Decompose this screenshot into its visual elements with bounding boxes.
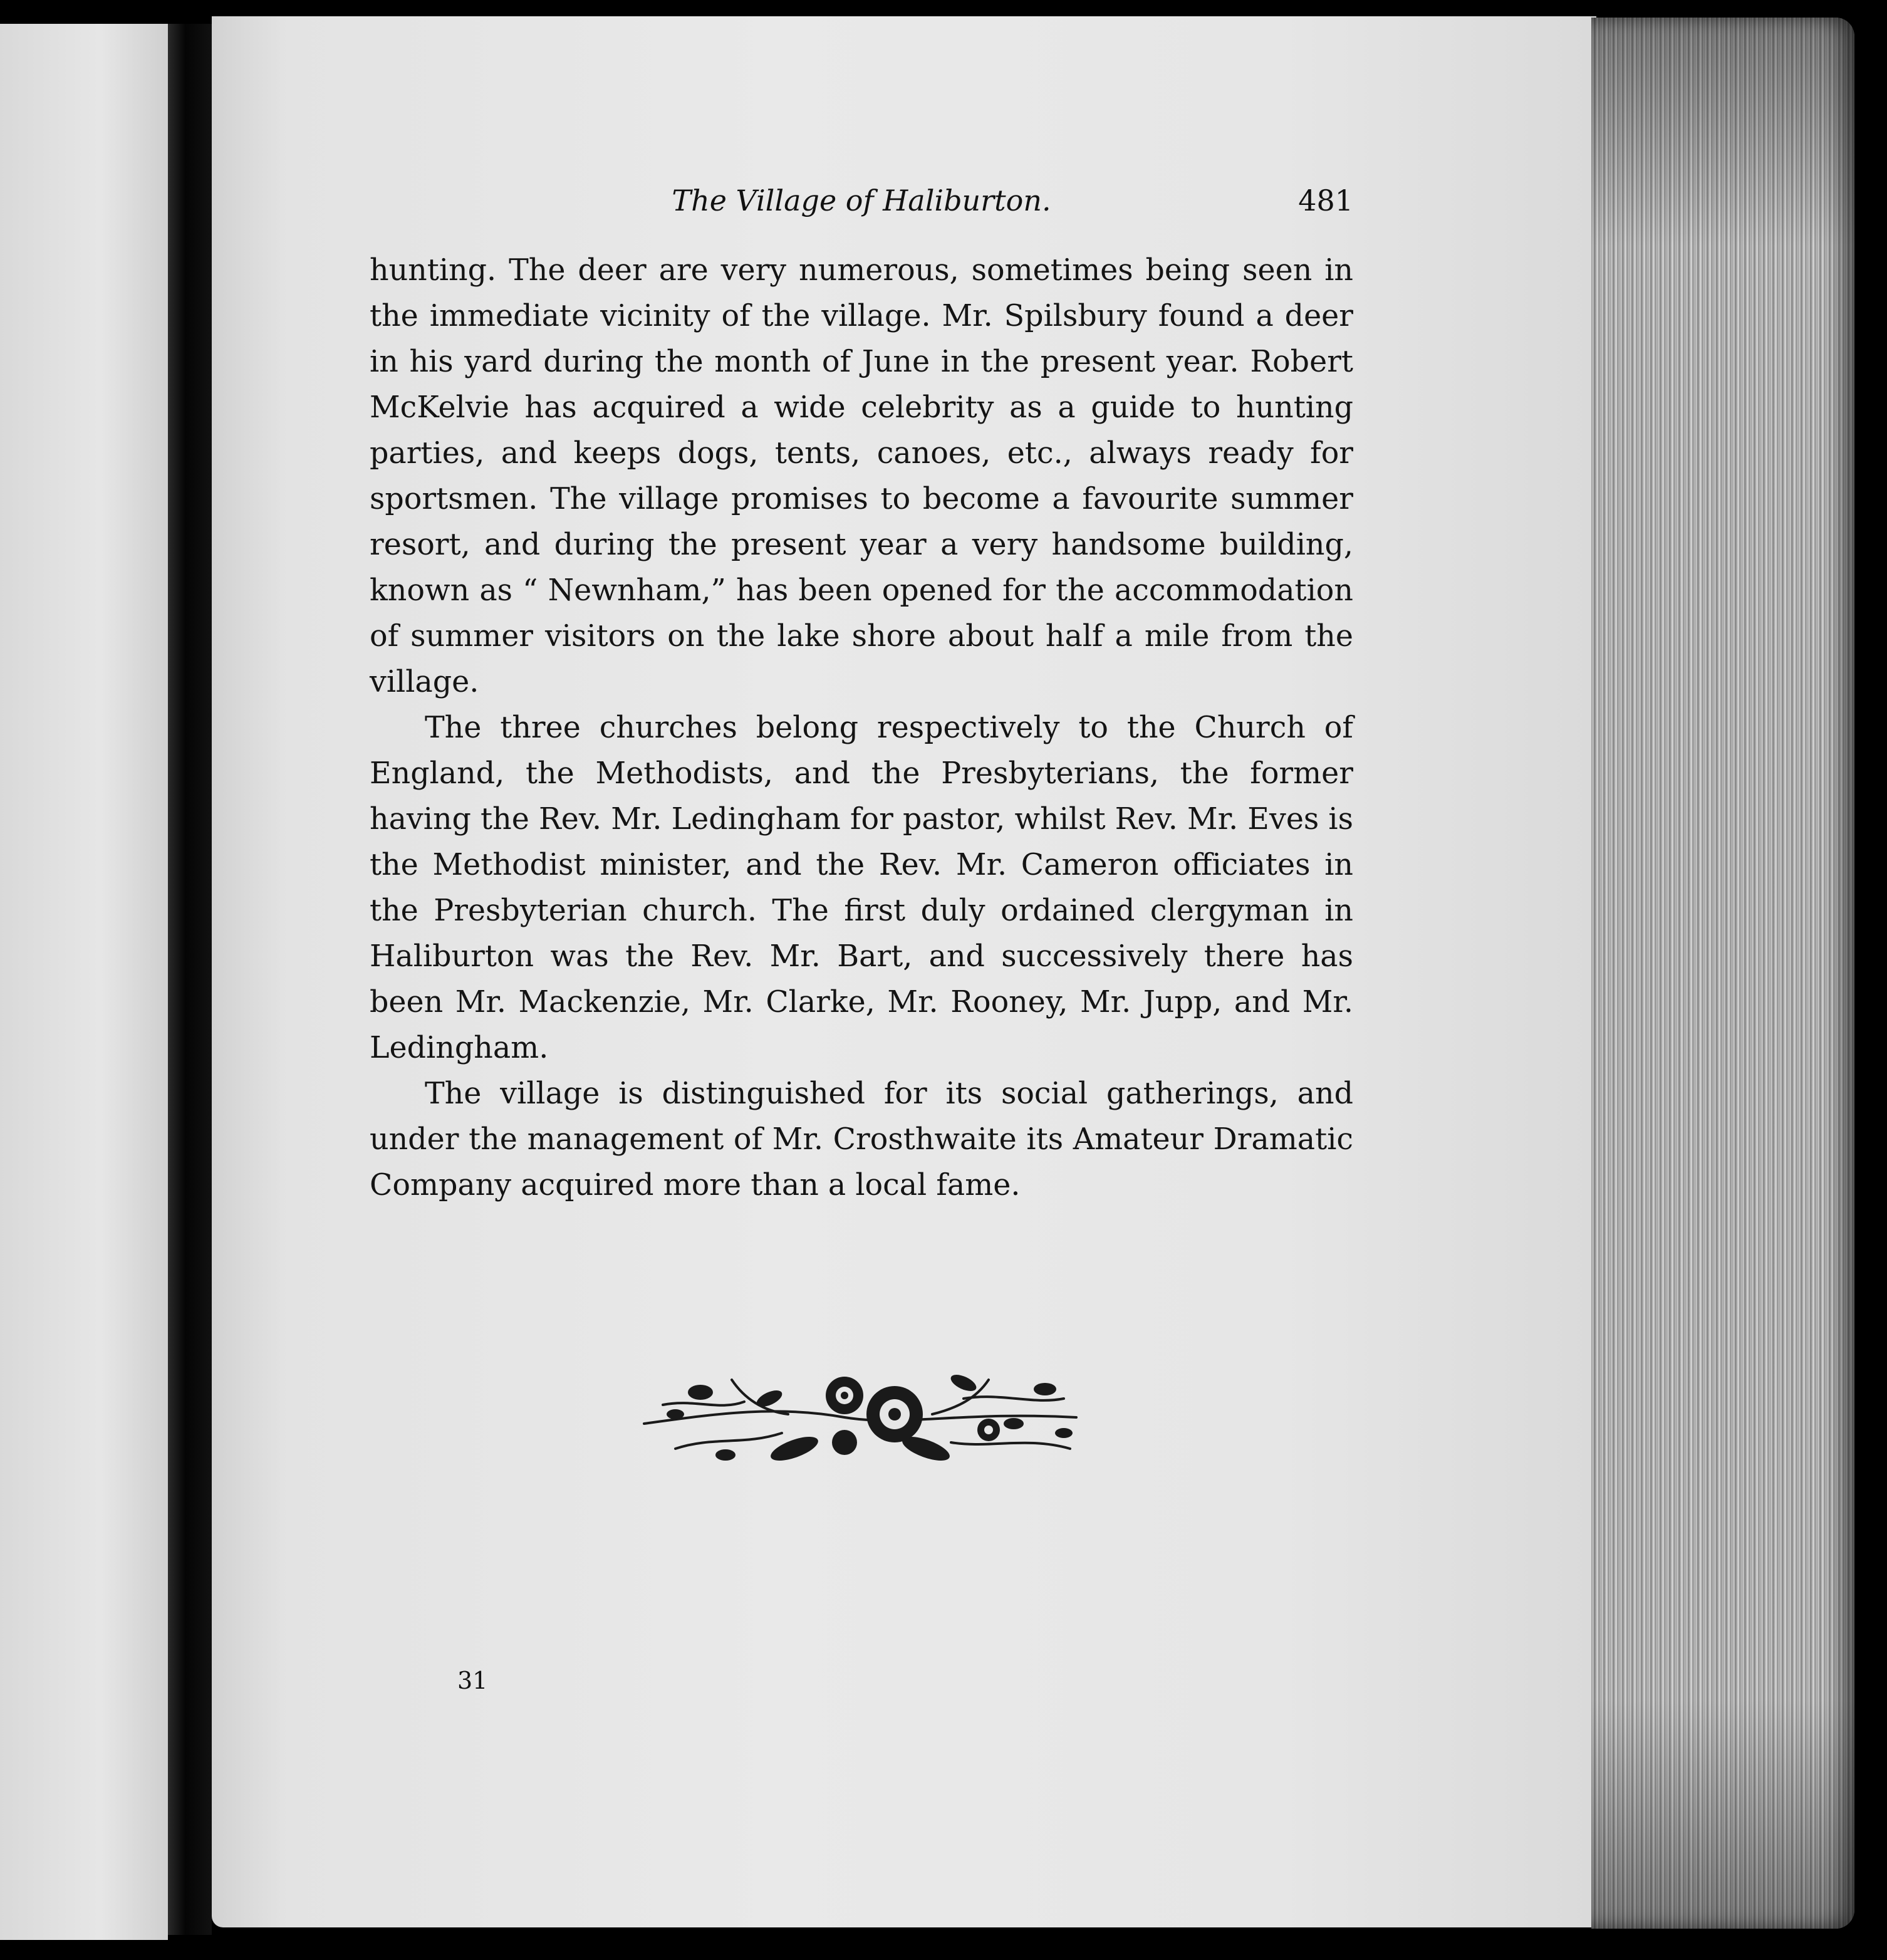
paragraph-churches: The three churches belong respectively to the Church of England, the Methodists, and the Presbyterians, the former having the Rev. Mr. Ledingham for pastor, whilst Rev. Mr. Eves is the Methodist minister, and the Rev. Mr. Cameron officiates in the Presbyterian church. The first duly ordained clergyman in Haliburton was the Rev. Mr. Bart, and successively there has been Mr. Mackenzie, Mr. Clarke, Mr. Rooney, Mr. Jupp, and Mr. Ledingham.: [370, 711, 1353, 1065]
paragraph-continued: hunting. The deer are very numerous, sometimes being seen in the immediate vicinity of the village. Mr. Spilsbury found a deer in his yard during the month of June in the present year. Robert McKelvie has acquired a wide celebrity as a guide to hunting parties, and keeps dogs, tents, canoes, etc., always ready for sportsmen. The village promises to become a favourite summer resort, and during the present year a very handsome building, known as “ Newnham,” has been opened for the accommodation of summer visitors on the lake shore about half a mile from the village.: [370, 253, 1353, 699]
body-text: [370, 248, 1353, 1208]
floral-tailpiece-ornament-icon: [638, 1355, 1089, 1480]
page-number: 481: [1298, 184, 1353, 217]
running-title: The Village of Haliburton.: [672, 184, 1051, 217]
signature-mark: 31: [457, 1667, 488, 1694]
running-head: [370, 179, 1353, 222]
page-edges-shadow: [1591, 18, 1854, 1929]
facing-page-edge: [0, 24, 168, 1940]
book-gutter: [168, 24, 212, 1935]
paragraph-social: The village is distinguished for its social gatherings, and under the management of Mr. Crosthwaite its Amateur Dramatic Company acquired more than a local fame.: [370, 1076, 1353, 1202]
